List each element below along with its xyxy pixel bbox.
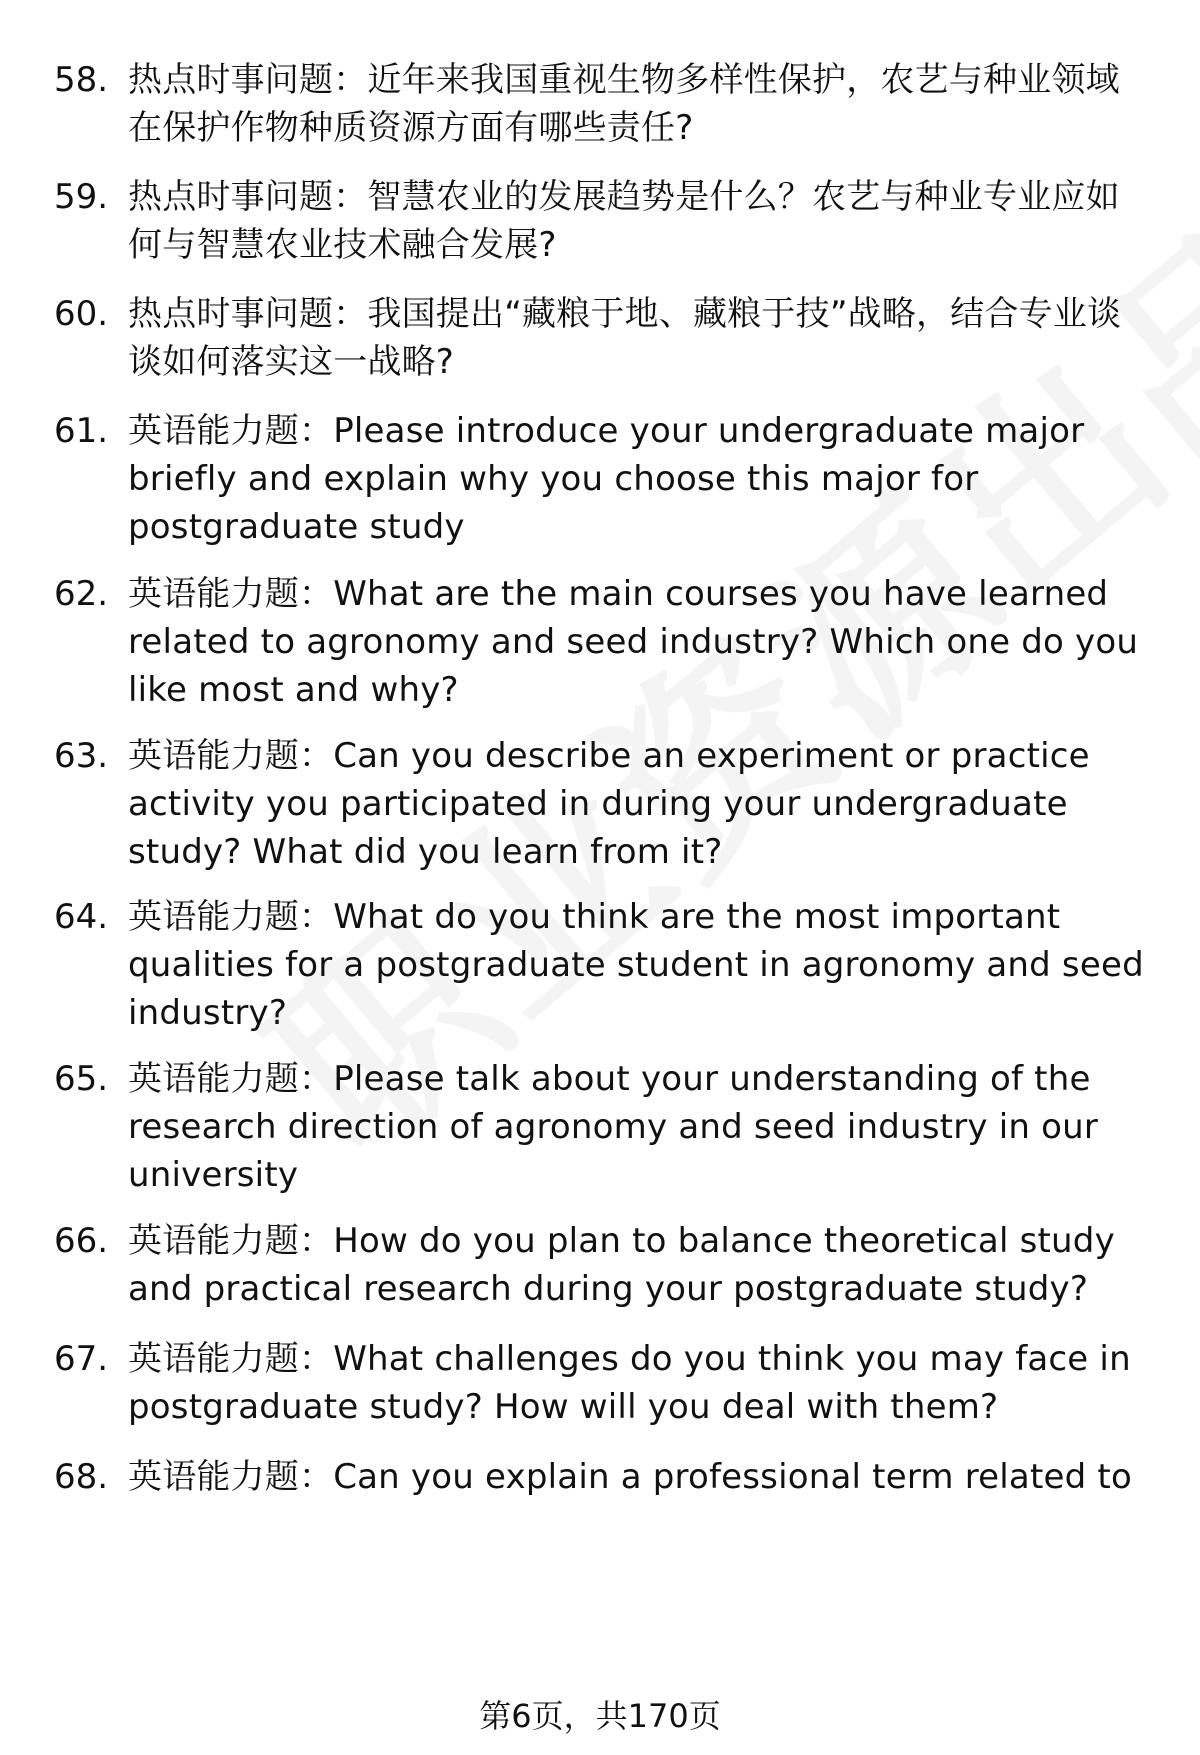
question-number: 61.	[54, 411, 109, 451]
question-text: Please talk about your understanding of the research direction of agronomy and seed industry in our university	[128, 1059, 1099, 1195]
question-text-block	[128, 570, 1148, 714]
question-text-block	[128, 1217, 1148, 1313]
question-text-block	[128, 290, 1148, 386]
question-category: 英语能力题：	[128, 897, 334, 937]
question-number: 67.	[54, 1339, 109, 1379]
question-number: 62.	[54, 574, 109, 614]
question-number: 60.	[54, 294, 109, 334]
question-number: 66.	[54, 1221, 109, 1261]
question-text: How do you plan to balance theoretical study and practical research during your postgraduate study?	[128, 1221, 1115, 1309]
question-number: 58.	[54, 60, 109, 100]
question-text-block	[128, 893, 1148, 1037]
question-text: 智慧农业的发展趋势是什么？农艺与种业专业应如何与智慧农业技术融合发展?	[128, 177, 1120, 265]
question-number: 64.	[54, 897, 109, 937]
question-category: 英语能力题：	[128, 1457, 334, 1497]
question-text: What challenges do you think you may face in postgraduate study? How will you deal with them?	[128, 1339, 1131, 1427]
question-text: Please introduce your undergraduate major briefly and explain why you choose this major for postgraduate study	[128, 411, 1085, 547]
question-category: 热点时事问题：	[128, 60, 368, 100]
question-text: Can you explain a professional term related to	[333, 1457, 1132, 1497]
page-number-footer: 第6页，共170页	[479, 1697, 721, 1735]
question-number: 68.	[54, 1457, 109, 1497]
question-text: 我国提出“藏粮于地、藏粮于技”战略，结合专业谈谈如何落实这一战略?	[128, 294, 1122, 382]
question-text: What do you think are the most important qualities for a postgraduate student in agronomy and seed industry?	[128, 897, 1144, 1033]
question-category: 英语能力题：	[128, 1221, 334, 1261]
question-text-block	[128, 407, 1148, 551]
question-text-block	[128, 1453, 1148, 1501]
question-text-block	[128, 56, 1148, 152]
question-text-block	[128, 173, 1148, 269]
question-category: 英语能力题：	[128, 574, 334, 614]
question-text-block	[128, 1335, 1148, 1431]
question-number: 65.	[54, 1059, 109, 1099]
question-category: 英语能力题：	[128, 736, 334, 776]
question-category: 热点时事问题：	[128, 177, 368, 217]
question-number: 63.	[54, 736, 109, 776]
question-text: Can you describe an experiment or practice activity you participated in during your undergraduate study? What did you learn from it?	[128, 736, 1090, 872]
question-text: What are the main courses you have learned related to agronomy and seed industry? Which one do you like most and why?	[128, 574, 1139, 710]
question-text: 近年来我国重视生物多样性保护，农艺与种业领域在保护作物种质资源方面有哪些责任?	[128, 60, 1120, 148]
question-category: 英语能力题：	[128, 411, 334, 451]
question-category: 热点时事问题：	[128, 294, 368, 334]
question-category: 英语能力题：	[128, 1339, 334, 1379]
question-category: 英语能力题：	[128, 1059, 334, 1099]
question-text-block	[128, 732, 1148, 876]
question-number: 59.	[54, 177, 109, 217]
question-text-block	[128, 1055, 1148, 1199]
